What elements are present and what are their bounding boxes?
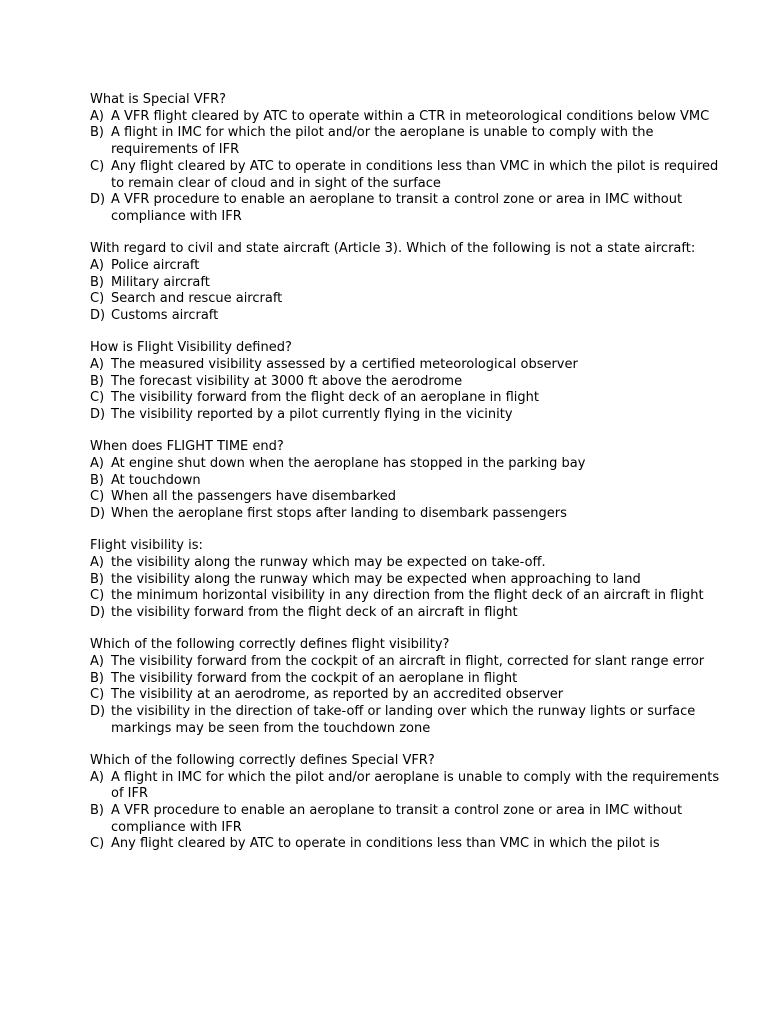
answer-option <box>90 357 730 374</box>
question-block <box>90 538 730 622</box>
answer-option <box>90 687 730 704</box>
question-text: Flight visibility is: <box>90 538 203 554</box>
option-letter: A) <box>90 108 104 124</box>
question-block <box>90 439 730 523</box>
answer-option <box>90 192 730 225</box>
option-letter: C) <box>90 489 105 505</box>
answer-option <box>90 308 730 325</box>
option-text: A VFR procedure to enable an aeroplane to transit a control zone or area in IMC without compliance with IFR <box>111 192 683 224</box>
answer-options <box>90 258 730 325</box>
answer-option <box>90 770 730 803</box>
option-letter: A) <box>90 455 104 471</box>
question-block <box>90 637 730 737</box>
option-letter: B) <box>90 373 104 389</box>
option-text: A VFR procedure to enable an aeroplane to transit a control zone or area in IMC without compliance with IFR <box>111 803 683 835</box>
option-letter: C) <box>90 687 105 703</box>
option-letter: D) <box>90 604 106 620</box>
answer-options <box>90 654 730 738</box>
option-letter: D) <box>90 505 106 521</box>
option-text: Military aircraft <box>111 274 210 290</box>
question-block <box>90 340 730 424</box>
answer-option <box>90 275 730 292</box>
answer-option <box>90 407 730 424</box>
option-letter: A) <box>90 356 104 372</box>
option-text: the visibility in the direction of take-off or landing over which the runway lights or surface markings may be seen from the touchdown zone <box>111 704 696 736</box>
question-block <box>90 753 730 853</box>
option-letter: C) <box>90 390 105 406</box>
option-text: The measured visibility assessed by a certified meteorological observer <box>111 356 578 372</box>
option-letter: B) <box>90 472 104 488</box>
option-letter: C) <box>90 588 105 604</box>
option-text: The visibility forward from the cockpit of an aircraft in flight, corrected for slant range error <box>111 653 705 669</box>
answer-option <box>90 605 730 622</box>
answer-option <box>90 374 730 391</box>
option-letter: A) <box>90 769 104 785</box>
option-letter: D) <box>90 192 106 208</box>
option-text: Any flight cleared by ATC to operate in conditions less than VMC in which the pilot is required to remain clear of cloud and in sight of the surface <box>111 158 719 191</box>
option-letter: C) <box>90 158 105 174</box>
answer-option <box>90 803 730 836</box>
option-text: the minimum horizontal visibility in any direction from the flight deck of an aircraft in flight <box>111 588 704 604</box>
answer-option <box>90 258 730 275</box>
option-letter: A) <box>90 257 104 273</box>
option-text: A VFR flight cleared by ATC to operate within a CTR in meteorological conditions below VMC <box>111 108 710 124</box>
option-letter: A) <box>90 653 104 669</box>
answer-option <box>90 456 730 473</box>
option-letter: C) <box>90 836 105 852</box>
answer-option <box>90 390 730 407</box>
option-text: The visibility forward from the cockpit of an aeroplane in flight <box>111 670 518 686</box>
answer-options <box>90 770 730 854</box>
option-text: The visibility reported by a pilot currently flying in the vicinity <box>111 406 513 422</box>
answer-options <box>90 456 730 523</box>
option-text: At engine shut down when the aeroplane has stopped in the parking bay <box>111 455 586 471</box>
question-text: How is Flight Visibility defined? <box>90 340 292 356</box>
option-text: At touchdown <box>111 472 201 488</box>
answer-option <box>90 671 730 688</box>
option-text: Customs aircraft <box>111 307 219 323</box>
option-letter: B) <box>90 670 104 686</box>
question-text: What is Special VFR? <box>90 92 227 107</box>
option-text: A flight in IMC for which the pilot and/or aeroplane is unable to comply with the requirements of IFR <box>111 769 720 802</box>
question-text: Which of the following correctly defines Special VFR? <box>90 752 435 768</box>
answer-option <box>90 159 730 192</box>
option-letter: B) <box>90 125 104 141</box>
answer-option <box>90 109 730 126</box>
answer-option <box>90 654 730 671</box>
option-letter: B) <box>90 274 104 290</box>
option-text: A flight in IMC for which the pilot and/or the aeroplane is unable to comply with the requirements of IFR <box>111 125 654 158</box>
option-text: Any flight cleared by ATC to operate in conditions less than VMC in which the pilot is <box>111 836 660 852</box>
question-text: When does FLIGHT TIME end? <box>90 439 284 455</box>
answer-option <box>90 572 730 589</box>
answer-option <box>90 125 730 158</box>
option-text: Search and rescue aircraft <box>111 291 283 307</box>
option-text: The visibility at an aerodrome, as reported by an accredited observer <box>111 687 564 703</box>
answer-option <box>90 555 730 572</box>
answer-option <box>90 506 730 523</box>
question-text: With regard to civil and state aircraft (Article 3). Which of the following is not a state aircraft: <box>90 241 696 257</box>
option-text: the visibility forward from the flight deck of an aircraft in flight <box>111 604 518 620</box>
option-letter: D) <box>90 406 106 422</box>
answer-option <box>90 291 730 308</box>
option-text: the visibility along the runway which may be expected when approaching to land <box>111 571 641 587</box>
option-letter: B) <box>90 571 104 587</box>
answer-option <box>90 473 730 490</box>
option-letter: A) <box>90 554 104 570</box>
answer-option <box>90 588 730 605</box>
answer-options <box>90 357 730 424</box>
question-block <box>90 92 730 226</box>
option-text: Police aircraft <box>111 257 200 273</box>
option-letter: D) <box>90 704 106 719</box>
option-text: the visibility along the runway which may be expected on take-off. <box>111 554 546 570</box>
option-text: The visibility forward from the flight deck of an aeroplane in flight <box>111 390 539 406</box>
answer-option <box>90 704 730 737</box>
option-letter: D) <box>90 307 106 323</box>
option-text: When all the passengers have disembarked <box>111 489 396 505</box>
option-letter: B) <box>90 803 104 819</box>
document-page <box>90 92 730 869</box>
answer-options <box>90 555 730 622</box>
option-letter: C) <box>90 291 105 307</box>
answer-option <box>90 489 730 506</box>
answer-option <box>90 836 730 853</box>
question-text: Which of the following correctly defines flight visibility? <box>90 637 450 653</box>
option-text: When the aeroplane first stops after landing to disembark passengers <box>111 505 567 521</box>
question-block <box>90 241 730 325</box>
option-text: The forecast visibility at 3000 ft above the aerodrome <box>111 373 463 389</box>
answer-options <box>90 109 730 226</box>
